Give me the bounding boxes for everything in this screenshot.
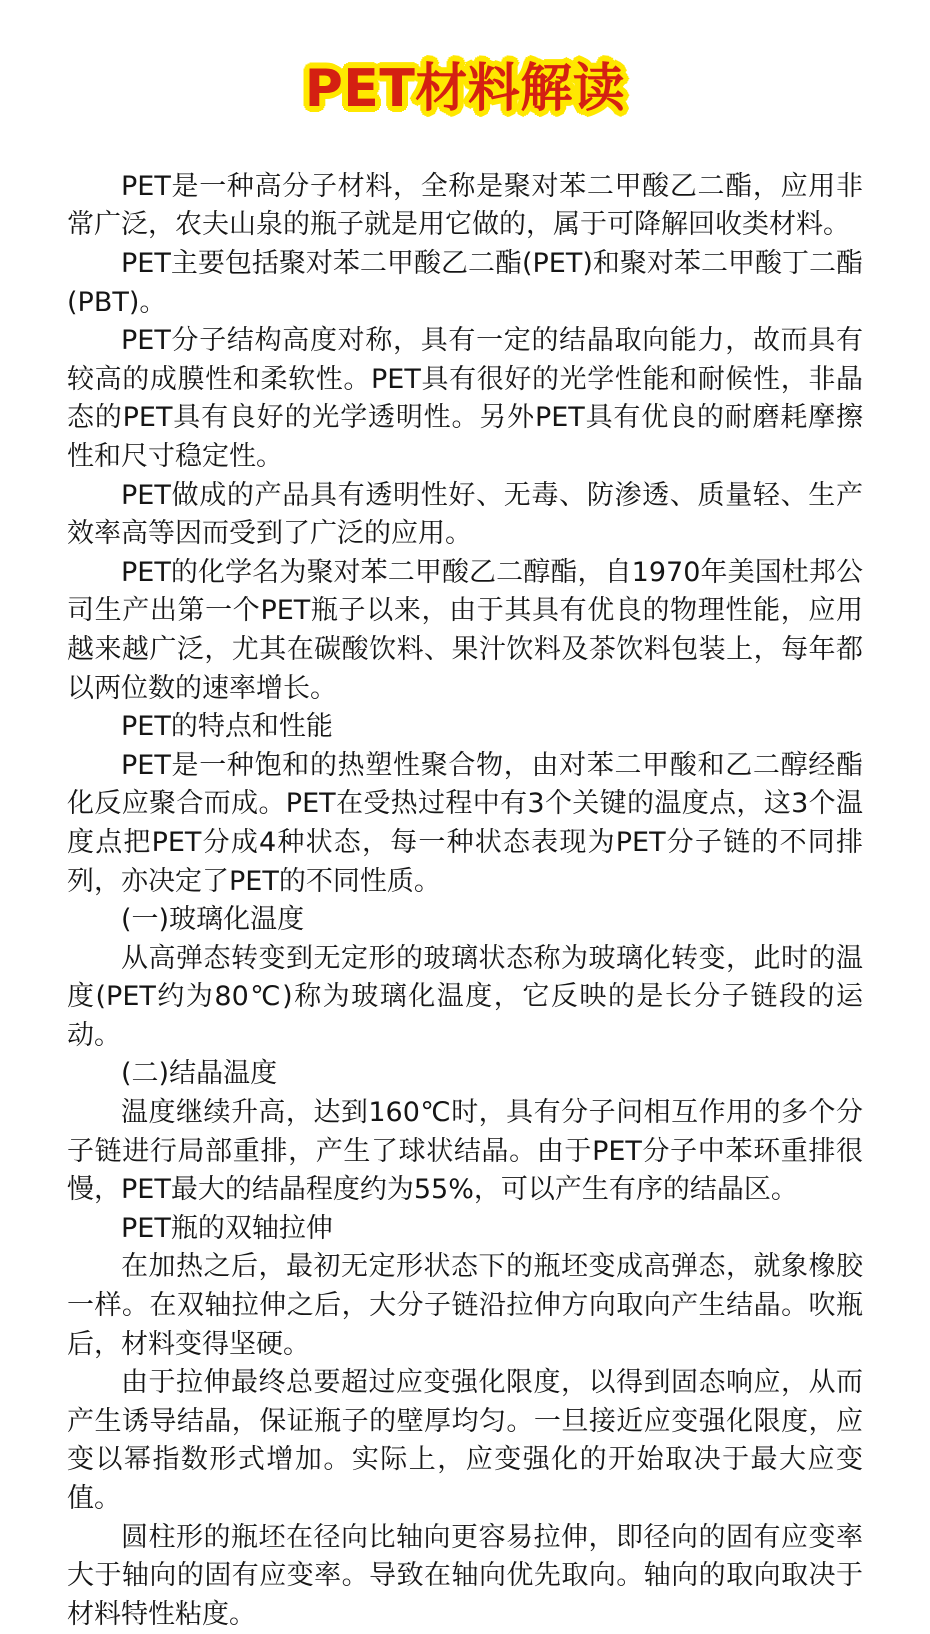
paragraph-15: 圆柱形的瓶坯在径向比轴向更容易拉伸，即径向的固有应变率大于轴向的固有应变率。导致在轴向优先取向。轴向的取向取决于材料特性粘度。 [67, 1521, 863, 1630]
paragraph-1: PET是一种高分子材料，全称是聚对苯二甲酸乙二酯，应用非常广泛，农夫山泉的瓶子就是用它做的，属于可降解回收类材料。 [67, 170, 863, 241]
document-body [67, 158, 863, 1634]
paragraph-11-main: 温度继续升高，达到160℃时，具有分子问相互作用的多个分子链进行局部重排，产生了球状结晶。由于PET分子中苯环重排很慢，PET最大的结晶程度约为55% [67, 1097, 863, 1206]
paragraph-13: 在加热之后，最初无定形状态下的瓶坯变成高弹态，就象橡胶一样。在双轴拉伸之后，大分子链沿拉伸方向取向产生结晶。吹瓶后，材料变得坚硬。 [67, 1251, 863, 1360]
section-heading-biaxial-stretch: PET瓶的双轴拉伸 [121, 1212, 333, 1244]
section-heading-crystallization: (二)结晶温度 [121, 1058, 278, 1090]
paragraph-11 [67, 1094, 863, 1210]
paragraph-7: PET是一种饱和的热塑性聚合物，由对苯二甲酸和乙二醇经酯化反应聚合而成。PET在受热过程中有3个关键的温度点，这3个温度点把PET分成4种状态，每一种状态表现为PET分子链的不同排列，亦决定了PET的不同性质。 [67, 749, 863, 897]
paragraph-14: 由于拉伸最终总要超过应变强化限度，以得到固态响应，从而产生诱导结晶，保证瓶子的壁厚均匀。一旦接近应变强化限度，应变以幂指数形式增加。实际上，应变强化的开始取决于最大应变值。 [67, 1367, 863, 1514]
section-heading-features: PET的特点和性能 [121, 711, 333, 743]
paragraph-11-tail: ，可以产生有序的结晶区。 [473, 1174, 798, 1206]
section-heading-glass-transition: (一)玻璃化温度 [121, 904, 305, 936]
title-container [0, 0, 930, 158]
paragraph-9: 从高弹态转变到无定形的玻璃状态称为玻璃化转变，此时的温度(PET约为80℃)称为玻璃化温度，它反映的是长分子链段的运动。 [67, 942, 863, 1051]
paragraph-2: PET主要包括聚对苯二甲酸乙二酯(PET)和聚对苯二甲酸丁二酯(PBT)。 [67, 248, 863, 318]
paragraph-5: PET的化学名为聚对苯二甲酸乙二醇酯，自1970年美国杜邦公司生产出第一个PET瓶子以来，由于其具有优良的物理性能，应用越来越广泛，尤其在碳酸饮料、果汁饮料及茶饮料包装上，每年都以两位数的速率增长。 [67, 556, 863, 704]
paragraph-3: PET分子结构高度对称，具有一定的结晶取向能力，故而具有较高的成膜性和柔软性。PET具有很好的光学性能和耐候性，非晶态的PET具有良好的光学透明性。另外PET具有优良的耐磨耗摩擦性和尺寸稳定性。 [67, 325, 863, 472]
page-title: PET材料解读 [304, 58, 626, 119]
paragraph-4: PET做成的产品具有透明性好、无毒、防渗透、质量轻、生产效率高等因而受到了广泛的应用。 [67, 479, 863, 550]
